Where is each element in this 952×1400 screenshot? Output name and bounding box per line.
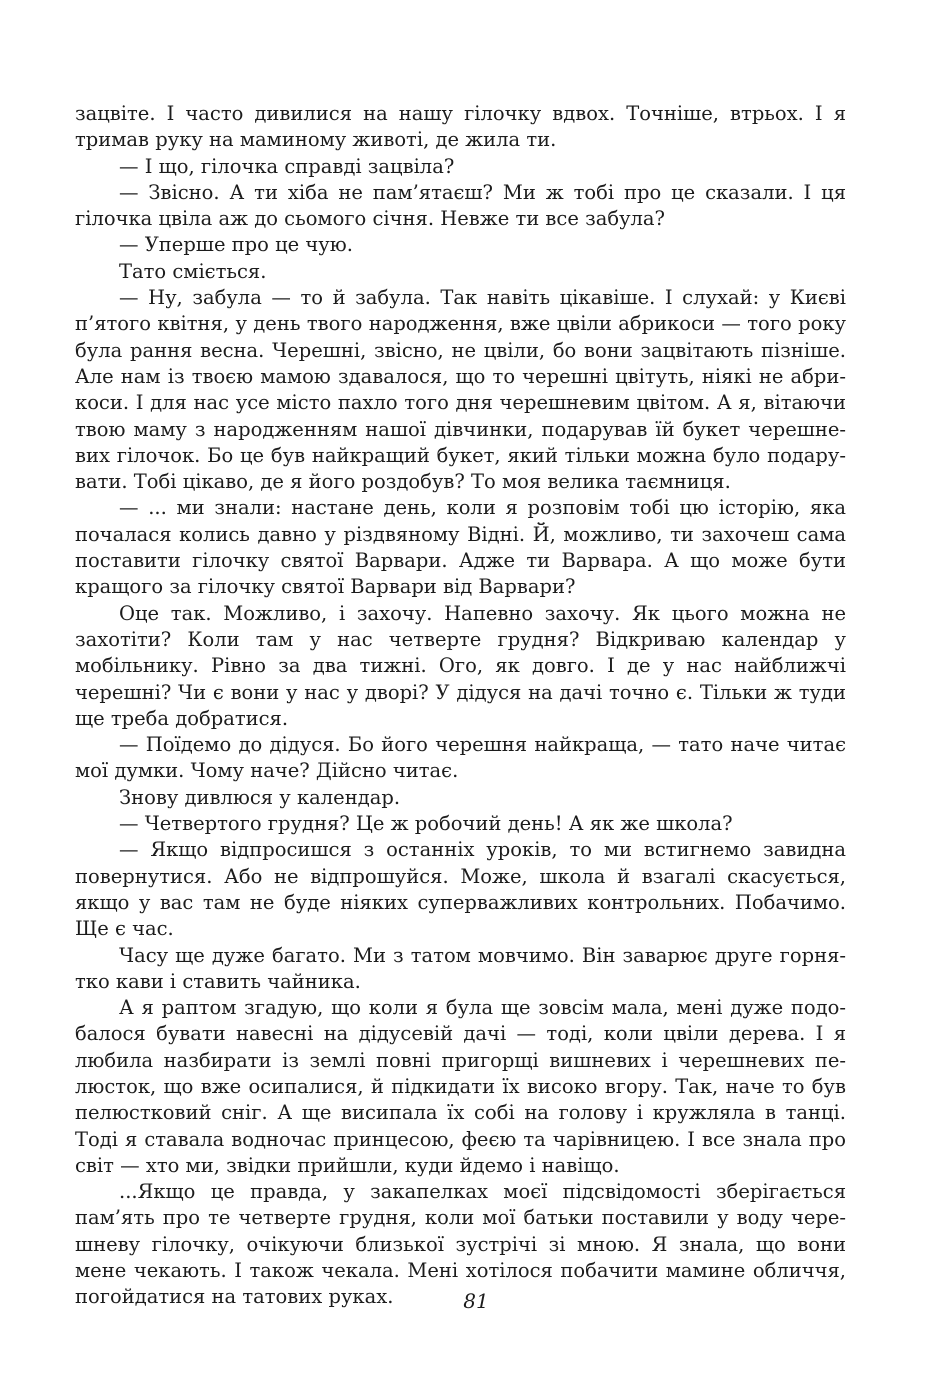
paragraph-10: Знову дивлюся у календар.	[119, 785, 401, 809]
paragraph-9: — Поїдемо до дідуся. Бо його черешня найкраща, — тато наче читає мої думки. Чому наче? Дійсно читає.	[75, 733, 846, 783]
paragraph-12: — Якщо відпросишся з останніх уроків, то ми встигнемо завидна повернутися. Або не відпрошуйся. Може, школа й взагалі скасується, якщо у вас там не буде ніяких суперважливих контрольних. Побачимо. Ще є час.	[75, 838, 846, 941]
paragraph-5: Тато сміється.	[119, 259, 267, 283]
paragraph-11: — Четвертого грудня? Це ж робочий день! А як же школа?	[119, 812, 733, 836]
paragraph-8: Оце так. Можливо, і захочу. Напевно захочу. Як цього можна не захотіти? Коли там у нас четверте грудня? Відкриваю календар у мобільнику. Рівно за два тижні. Ого, як довго. І де у нас найближчі черешні? Чи є вони у нас у дворі? У дідуся на дачі точно є. Тільки ж туди ще треба добратися.	[75, 601, 846, 730]
paragraph-13: Часу ще дуже багато. Ми з татом мовчимо. Він заварює друге горнятко кави і ставить чайника.	[75, 943, 846, 993]
paragraph-4: — Уперше про це чую.	[119, 233, 353, 257]
paragraph-3: — Звісно. А ти хіба не пам’ятаєш? Ми ж тобі про це сказали. І ця гілочка цвіла аж до сьомого січня. Невже ти все забула?	[75, 180, 846, 231]
page-number: 81	[463, 1289, 489, 1313]
page-body	[75, 101, 846, 1311]
paragraph-14: А я раптом згадую, що коли я була ще зовсім мала, мені дуже подобалося бувати навесні на дідусевій дачі — тоді, коли цвіли дерева. І я любила назбирати із землі повні пригорщі вишневих і черешневих пелюсток, що вже осипалися, й підкидати їх високо вгору. Так, наче то був пелюстковий сніг. А ще висипала їх собі на голову і кружляла в танці. Тоді я ставала водночас принцесою, феєю та чарівницею. І все знала про світ — хто ми, звідки прийшли, куди йдемо і навіщо.	[75, 996, 846, 1177]
paragraph-7: — ... ми знали: настане день, коли я розповім тобі цю історію, яка почалася колись давно у різдвяному Відні. Й, можливо, ти захочеш сама поставити гілочку святої Варвари. Адже ти Варвара. А що може бути кращого за гілочку святої Варвари від Варвари?	[75, 496, 846, 599]
paragraph-15: ...Якщо це правда, у закапелках моєї підсвідомості зберігається пам’ять про те четверте грудня, коли мої батьки поставили у воду черешневу гілочку, очікуючи близької зустрічі зі мною. Я знала, що вони мене чекають. І також чекала. Мені хотілося побачити мамине обличчя, погойдатися на татових руках.	[75, 1180, 846, 1309]
paragraph-2: — І що, гілочка справді зацвіла?	[119, 154, 455, 178]
paragraph-6: — Ну, забула — то й забула. Так навіть цікавіше. І слухай: у Києві п’ятого квітня, у день твого народження, вже цвіли абрикоси — того року була рання весна. Черешні, звісно, не цвіли, бо вони зацвітають пізніше. Але нам із твоєю мамою здавалося, що то черешні цвітуть, ніякі не абрикоси. І для нас усе місто пахло того дня черешневим цвітом. А я, вітаючи твою маму з народженням нашої дівчинки, подарував їй букет черешневих гілочок. Бо це був найкращий букет, який тільки можна було подарувати. Тобі цікаво, де я його роздобув? То моя велика таємниця.	[75, 286, 846, 494]
paragraph-1: зацвіте. І часто дивилися на нашу гілочку вдвох. Точніше, втрьох. І я тримав руку на маминому животі, де жила ти.	[75, 102, 846, 152]
